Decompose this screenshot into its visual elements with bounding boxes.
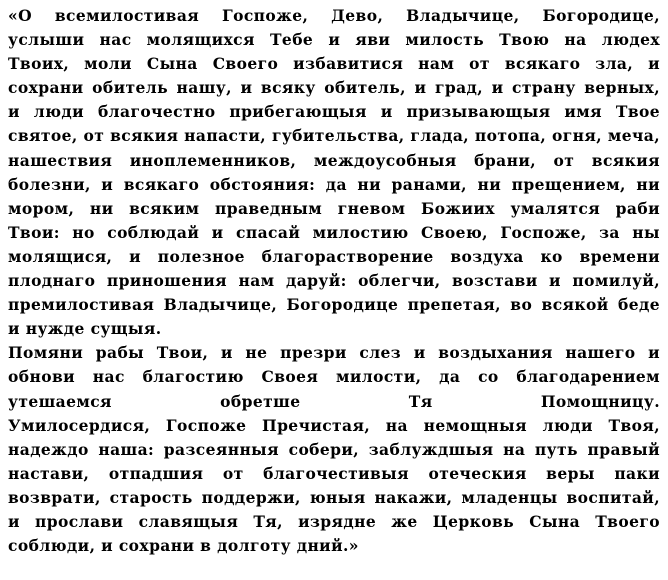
text-line: услыши нас молящихся Тебе и яви милость Твою на людех bbox=[8, 30, 660, 50]
text-line: обнови нас благостию Своея милости, да со благодарением bbox=[8, 367, 660, 387]
text-line: молящися, и полезное благорастворение воздуха ко времени bbox=[8, 246, 660, 266]
text-line: святое, от всякия напасти, губительства, глада, потопа, огня, меча, bbox=[8, 126, 660, 146]
text-line: возврати, старость поддержи, юныя накажи, младенцы воспитай, bbox=[8, 487, 660, 507]
text-line: Твоих, моли Сына Своего избавитися нам от всякаго зла, и bbox=[8, 54, 660, 74]
text-line: и прослави славящыя Тя, изрядне же Церковь Сына Твоего bbox=[8, 511, 660, 531]
text-line: плоднаго приношения нам даруй: облегчи, возстави и помилуй, bbox=[8, 271, 660, 291]
text-line: «О всемилостивая Госпоже, Дево, Владычице, Богородице, bbox=[8, 6, 660, 25]
text-line: Умилосердися, Госпоже Пречистая, на немощныя люди Твоя, bbox=[8, 415, 660, 435]
prayer-text bbox=[8, 4, 660, 558]
text-line: болезни, и всякаго обстояния: да ни ранами, ни прещением, ни bbox=[8, 174, 660, 194]
text-line: Твои: но соблюдай и спасай милостию Своею, Госпоже, за ны bbox=[8, 222, 660, 242]
text-line: премилостивая Владычице, Богородице препетая, во всякой беде bbox=[8, 295, 660, 315]
text-line: мором, ни всяким праведным гневом Божиих умалятся раби bbox=[8, 198, 660, 218]
text-line: нашествия иноплеменников, междоусобныя брани, от всякия bbox=[8, 150, 660, 170]
text-line: соблюди, и сохрани в долготу дний.» bbox=[8, 536, 359, 556]
text-line: утешаемся обретше Тя Помощницу. bbox=[8, 391, 660, 411]
text-line: настави, отпадшия от благочестивыя отеческия веры паки bbox=[8, 463, 660, 483]
text-line: и люди благочестно прибегающыя и призывающыя имя Твое bbox=[8, 102, 660, 122]
text-line: Помяни рабы Твои, и не презри слез и воздыхания нашего и bbox=[8, 343, 660, 363]
text-line: и нужде сущыя. bbox=[8, 319, 162, 339]
text-line: сохрани обитель нашу, и всяку обитель, и град, и страну верных, bbox=[8, 78, 660, 98]
text-line: надеждо наша: разсеянныя собери, заблуждшыя на путь правый bbox=[8, 439, 660, 459]
